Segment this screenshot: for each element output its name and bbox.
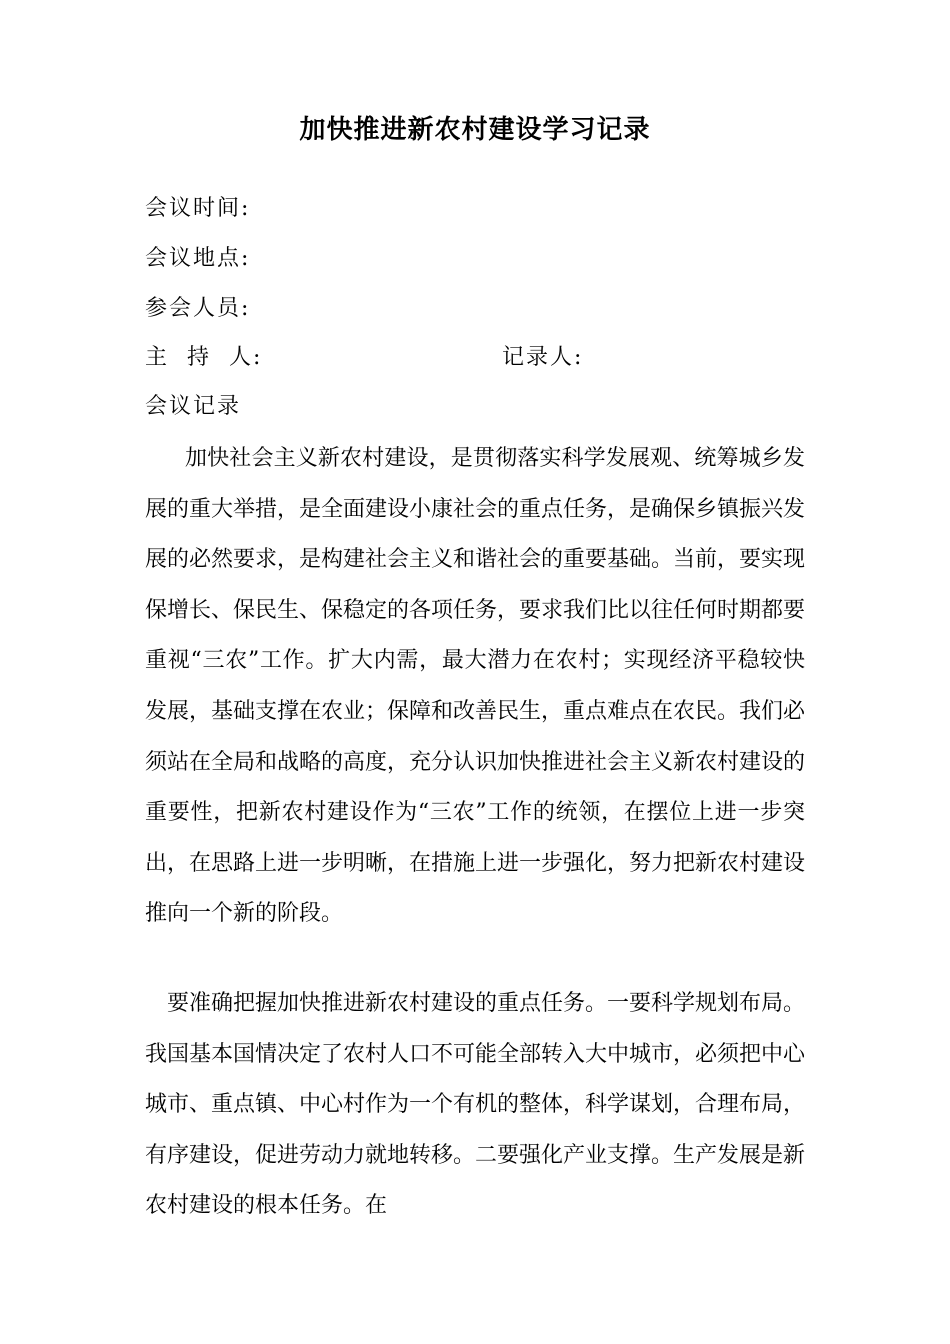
body-paragraph: 要准确把握加快推进新农村建设的重点任务。一要科学规划布局。我国基本国情决定了农村人口不可能全部转入大中城市，必须把中心城市、重点镇、中心村作为一个有机的整体，科学谋划，合理布局，有序建设，促进劳动力就地转移。二要强化产业支撑。生产发展是新农村建设的根本任务。在: [145, 991, 806, 1219]
recorder-label: 记录人:: [502, 345, 584, 370]
attendees-label: 参会人员:: [145, 296, 251, 321]
host-label: 主 持 人:: [145, 345, 263, 370]
document-title: 加快推进新农村建设学习记录: [299, 115, 651, 145]
meeting-record-heading: 会议记录: [145, 394, 242, 419]
meeting-place-label: 会议地点:: [145, 246, 251, 271]
body-paragraph: 加快社会主义新农村建设，是贯彻落实科学发展观、统筹城乡发展的重大举措，是全面建设小康社会的重点任务，是确保乡镇振兴发展的必然要求，是构建社会主义和谐社会的重要基础。当前，要实现保增长、保民生、保稳定的各项任务，要求我们比以往任何时期都要重视“三农”工作。扩大内需，最大潜力在农村；实现经济平稳较快发展，基础支撑在农业；保障和改善民生，重点难点在农民。我们必须站在全局和战略的高度，充分认识加快推进社会主义新农村建设的重要性，把新农村建设作为“三农”工作的统领，在摆位上进一步突出，在思路上进一步明晰，在措施上进一步强化，努力把新农村建设推向一个新的阶段。: [145, 446, 806, 927]
meeting-time-label: 会议时间:: [145, 196, 251, 221]
